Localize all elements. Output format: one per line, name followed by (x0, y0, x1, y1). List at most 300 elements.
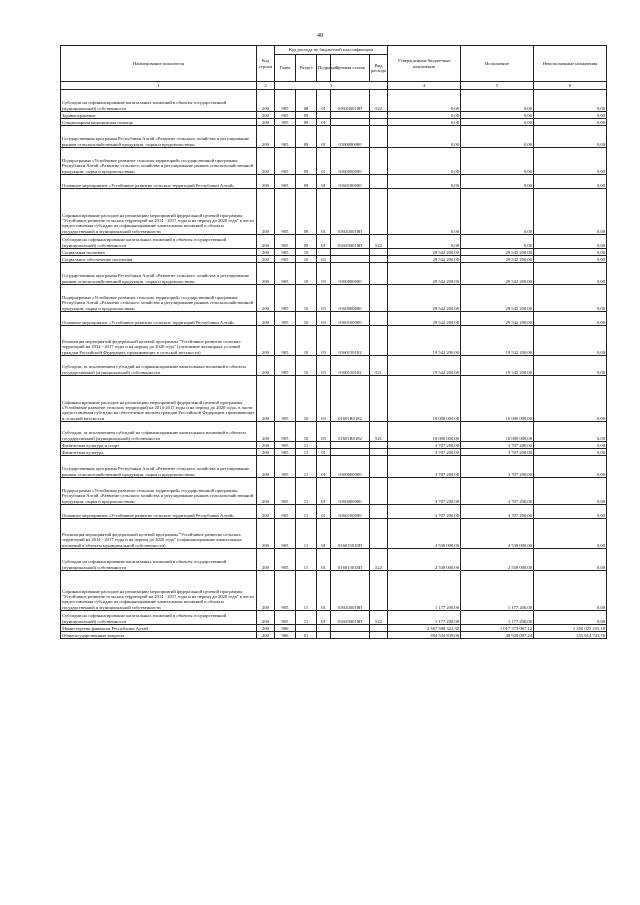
row-chapter: 905 (275, 148, 296, 175)
row-chapter: 905 (275, 126, 296, 148)
row-target (331, 442, 370, 449)
row-approved: 0,00 (388, 235, 461, 249)
row-code: 200 (257, 456, 275, 478)
table-row (61, 256, 607, 263)
column-number: 2 (257, 82, 275, 90)
table-row (61, 235, 607, 249)
row-expense-type (370, 189, 388, 235)
row-section: 10 (296, 312, 317, 326)
row-unexecuted: 0,00 (534, 256, 607, 263)
table-row (61, 189, 607, 235)
row-expense-type (370, 478, 388, 505)
row-approved: 3 707 200,00 (388, 478, 461, 505)
header-target: Целевая статья (331, 55, 370, 82)
row-name: Субсидии, за исключением субсидий на софинансирование капитальных вложений в объекты государственной (муниципальной) собственности (61, 356, 257, 376)
row-expense-type (370, 449, 388, 456)
row-unexecuted: 0,00 (534, 235, 607, 249)
row-code: 200 (257, 312, 275, 326)
row-section: 09 (296, 112, 317, 119)
row-section: 09 (296, 119, 317, 126)
row-code: 200 (257, 148, 275, 175)
table-row (61, 175, 607, 189)
header-budget-classification: Код расхода по бюджетной классификации (275, 46, 388, 55)
row-subsection: 01 (317, 189, 331, 235)
row-unexecuted: 0,00 (534, 549, 607, 571)
row-name: Основное мероприятие «Устойчивое развитие сельских территорий Республики Алтай» (61, 505, 257, 519)
row-name: Министерство финансов Республики Алтай (61, 625, 257, 632)
row-chapter: 905 (275, 90, 296, 112)
row-chapter: 905 (275, 189, 296, 235)
row-chapter: 905 (275, 256, 296, 263)
row-unexecuted: 355 614 741,76 (534, 632, 607, 639)
row-subsection (317, 442, 331, 449)
row-section: 10 (296, 422, 317, 442)
row-target: 0160100000 (331, 312, 370, 326)
row-chapter: 906 (275, 632, 296, 639)
table-row (61, 571, 607, 611)
row-subsection: 01 (317, 611, 331, 625)
row-name: Основное мероприятие «Устойчивое развитие сельских территорий Республики Алтай» (61, 312, 257, 326)
row-approved: 29 542 200,00 (388, 256, 461, 263)
row-execution: 10 000 000,00 (461, 422, 534, 442)
row-chapter: 905 (275, 611, 296, 625)
row-section: 11 (296, 519, 317, 549)
row-execution: 29 542 200,00 (461, 256, 534, 263)
row-expense-type (370, 376, 388, 422)
row-subsection: 01 (317, 571, 331, 611)
row-chapter: 905 (275, 442, 296, 449)
row-target: 0100000000 (331, 456, 370, 478)
table-row (61, 505, 607, 519)
row-approved: 29 542 200,00 (388, 249, 461, 256)
row-name: Общегосударственные вопросы (61, 632, 257, 639)
row-unexecuted: 0,00 (534, 189, 607, 235)
row-name: Социальное обеспечение населения (61, 256, 257, 263)
row-expense-type (370, 442, 388, 449)
row-subsection: 01 (317, 126, 331, 148)
table-row (61, 285, 607, 312)
row-name: Государственная программа Республики Алтай «Развитие сельского хозяйства и регулирование рынков сельскохозяйственной продукции, сырья и продовольствия» (61, 263, 257, 285)
row-approved: 2 530 000,00 (388, 549, 461, 571)
row-code: 200 (257, 175, 275, 189)
row-approved: 2 367 598 322,30 (388, 625, 461, 632)
row-expense-type (370, 119, 388, 126)
row-name: Субсидии на софинансирование капитальных вложений в объекты государственной (муниципальной) собственности (61, 611, 257, 625)
row-subsection: 03 (317, 422, 331, 442)
row-target: 01601R018П (331, 189, 370, 235)
row-approved: 19 542 200,00 (388, 356, 461, 376)
row-section: 10 (296, 376, 317, 422)
row-section: 09 (296, 235, 317, 249)
row-approved: 1 177 200,00 (388, 571, 461, 611)
row-subsection: 01 (317, 175, 331, 189)
row-unexecuted: 0,00 (534, 505, 607, 519)
row-name: Софинансирование расходов на реализацию мероприятий федеральной целевой программы "Устойчивое развитие сельских территорий на 2014 - 2017 годы и на период до 2020 года" в части предоставления субсидии на софинансирование капитальных вложений в объекты государственной и муниципальной собственности (61, 571, 257, 611)
row-expense-type: 522 (370, 611, 388, 625)
row-target: 01601R0182 (331, 376, 370, 422)
row-subsection: 01 (317, 148, 331, 175)
row-target: 0160150182 (331, 356, 370, 376)
row-approved: 2 530 000,00 (388, 519, 461, 549)
row-section: 08 (296, 90, 317, 112)
row-code: 200 (257, 625, 275, 632)
row-unexecuted: 0,00 (534, 112, 607, 119)
row-target: 01601R018П (331, 611, 370, 625)
row-unexecuted: 0,00 (534, 175, 607, 189)
row-execution: 3 707 200,00 (461, 449, 534, 456)
row-unexecuted: 0,00 (534, 126, 607, 148)
header-unexecuted: Неисполненные назначения (534, 46, 607, 82)
row-name: Социальная политика (61, 249, 257, 256)
row-subsection: 03 (317, 256, 331, 263)
row-subsection: 01 (317, 478, 331, 505)
header-subsection: Подраздел (317, 55, 331, 82)
row-section (296, 625, 317, 632)
row-section: 09 (296, 148, 317, 175)
row-target: 016015018П (331, 519, 370, 549)
row-execution: 3 707 200,00 (461, 505, 534, 519)
row-code: 200 (257, 126, 275, 148)
row-expense-type (370, 312, 388, 326)
row-code: 200 (257, 249, 275, 256)
table-row (61, 478, 607, 505)
row-name: Реализация мероприятий федеральной целевой программы "Устойчивое развитие сельских территорий на 2014 - 2017 годы и на период до 2020 года" (софинансирование капитальных вложений в объекты муниципальной собственности) (61, 519, 257, 549)
table-row (61, 148, 607, 175)
row-subsection (317, 625, 331, 632)
row-expense-type: 522 (370, 90, 388, 112)
row-target (331, 625, 370, 632)
header-section: Раздел (296, 55, 317, 82)
row-execution: 29 542 200,00 (461, 249, 534, 256)
row-expense-type (370, 249, 388, 256)
table-row (61, 632, 607, 639)
row-name: Государственная программа Республики Алтай «Развитие сельского хозяйства и регулирование рынков сельскохозяйственной продукции, сырья и продовольствия» (61, 126, 257, 148)
table-body (61, 90, 607, 639)
row-expense-type (370, 126, 388, 148)
row-execution: 0,00 (461, 175, 534, 189)
row-approved: 19 542 200,00 (388, 326, 461, 356)
row-chapter: 905 (275, 505, 296, 519)
row-code: 200 (257, 549, 275, 571)
row-subsection (317, 112, 331, 119)
row-subsection: 01 (317, 519, 331, 549)
row-code: 200 (257, 90, 275, 112)
row-unexecuted: 0,00 (534, 326, 607, 356)
row-unexecuted: 0,00 (534, 249, 607, 256)
row-chapter: 905 (275, 571, 296, 611)
row-name: Субсидии на софинансирование капитальных вложений в объекты государственной (муниципальной) собственности (61, 90, 257, 112)
row-approved: 0,00 (388, 90, 461, 112)
row-subsection: 03 (317, 263, 331, 285)
table-row (61, 442, 607, 449)
row-unexecuted: 0,00 (534, 442, 607, 449)
row-expense-type (370, 505, 388, 519)
row-section: 11 (296, 478, 317, 505)
row-name: Государственная программа Республики Алтай «Развитие сельского хозяйства и регулирование рынков сельскохозяйственной продукции, сырья и продовольствия» (61, 456, 257, 478)
row-expense-type (370, 112, 388, 119)
budget-execution-table (60, 45, 607, 639)
row-execution: 0,00 (461, 90, 534, 112)
row-target: 0160000000 (331, 285, 370, 312)
row-name: Субсидии на софинансирование капитальных вложений в объекты государственной (муниципальной) собственности (61, 549, 257, 571)
row-expense-type: 522 (370, 549, 388, 571)
row-unexecuted: 0,00 (534, 571, 607, 611)
row-approved: 10 000 000,00 (388, 376, 461, 422)
row-expense-type: 521 (370, 422, 388, 442)
row-section: 11 (296, 456, 317, 478)
row-name: Подпрограмма «Устойчивое развитие сельских территорий» государственной программы Республики Алтай «Развитие сельского хозяйства и регулирование рынков сельскохозяйственной продукции, сырья и продовольствия» (61, 285, 257, 312)
row-target: 01601R018П (331, 571, 370, 611)
row-execution: 3 707 200,00 (461, 456, 534, 478)
row-chapter: 905 (275, 285, 296, 312)
column-number: 1 (61, 82, 257, 90)
row-chapter: 905 (275, 119, 296, 126)
table-row (61, 456, 607, 478)
row-section: 10 (296, 356, 317, 376)
row-expense-type (370, 632, 388, 639)
row-code: 200 (257, 442, 275, 449)
row-name: Подпрограмма «Устойчивое развитие сельских территорий» государственной программы Республики Алтай «Развитие сельского хозяйства и регулирование рынков сельскохозяйственной продукции, сырья и продовольствия» (61, 478, 257, 505)
row-name: Физическая культура (61, 449, 257, 456)
row-code: 200 (257, 263, 275, 285)
row-subsection: 03 (317, 285, 331, 312)
row-execution: 29 542 200,00 (461, 285, 534, 312)
row-code: 200 (257, 571, 275, 611)
row-section: 11 (296, 505, 317, 519)
row-code: 200 (257, 376, 275, 422)
row-section: 10 (296, 285, 317, 312)
row-chapter: 905 (275, 112, 296, 119)
table-row (61, 356, 607, 376)
header-code: Код строки (257, 46, 275, 82)
table-row (61, 119, 607, 126)
row-execution: 19 542 200,00 (461, 326, 534, 356)
row-target (331, 256, 370, 263)
row-name: Подпрограмма «Устойчивое развитие сельских территорий» государственной программы Республики Алтай «Развитие сельского хозяйства и регулирование рынков сельскохозяйственной продукции, сырья и продовольствия» (61, 148, 257, 175)
row-approved: 3 707 200,00 (388, 449, 461, 456)
table-row (61, 312, 607, 326)
column-number: 5 (461, 82, 534, 90)
row-execution: 19 542 200,00 (461, 356, 534, 376)
row-expense-type: 522 (370, 235, 388, 249)
row-target: 0160100000 (331, 175, 370, 189)
row-target: 0160000000 (331, 478, 370, 505)
row-unexecuted: 0,00 (534, 611, 607, 625)
row-approved: 29 542 200,00 (388, 312, 461, 326)
row-code: 200 (257, 449, 275, 456)
row-unexecuted: 0,00 (534, 376, 607, 422)
header-execution: Исполнение (461, 46, 534, 82)
row-section: 11 (296, 611, 317, 625)
row-target: 0100000000 (331, 126, 370, 148)
row-section: 10 (296, 263, 317, 285)
row-target: 0100000000 (331, 263, 370, 285)
row-code: 200 (257, 112, 275, 119)
row-approved: 394 534 839,00 (388, 632, 461, 639)
row-expense-type (370, 175, 388, 189)
row-execution: 3 707 200,00 (461, 442, 534, 449)
row-target: 01601R018П (331, 90, 370, 112)
row-name: Основное мероприятие «Устойчивое развитие сельских территорий Республики Алтай» (61, 175, 257, 189)
table-row (61, 449, 607, 456)
header-approved: Утвержденные бюджетные назначения (388, 46, 461, 82)
row-unexecuted: 0,00 (534, 119, 607, 126)
row-execution: 29 542 200,00 (461, 263, 534, 285)
row-subsection: 01 (317, 456, 331, 478)
row-unexecuted: 0,00 (534, 356, 607, 376)
row-approved: 3 707 200,00 (388, 442, 461, 449)
row-section: 10 (296, 256, 317, 263)
table-row (61, 263, 607, 285)
row-chapter: 905 (275, 263, 296, 285)
row-subsection: 01 (317, 90, 331, 112)
table-row (61, 90, 607, 112)
row-subsection: 03 (317, 376, 331, 422)
row-subsection: 03 (317, 312, 331, 326)
row-chapter: 905 (275, 356, 296, 376)
row-section: 10 (296, 249, 317, 256)
row-target (331, 119, 370, 126)
row-name: Стационарная медицинская помощь (61, 119, 257, 126)
row-name: Субсидии на софинансирование капитальных вложений в объекты государственной (муниципальной) собственности (61, 235, 257, 249)
row-execution: 0,00 (461, 148, 534, 175)
row-target: 0160000000 (331, 148, 370, 175)
row-approved: 0,00 (388, 126, 461, 148)
row-chapter: 905 (275, 249, 296, 256)
row-expense-type: 521 (370, 356, 388, 376)
row-execution: 1 017 573 067,12 (461, 625, 534, 632)
row-subsection: 03 (317, 326, 331, 356)
row-expense-type (370, 256, 388, 263)
table-row (61, 519, 607, 549)
row-code: 200 (257, 189, 275, 235)
row-target (331, 112, 370, 119)
header-expense-type: Вид расхода (370, 55, 388, 82)
table-row (61, 376, 607, 422)
column-number: 4 (388, 82, 461, 90)
row-unexecuted: 0,00 (534, 312, 607, 326)
row-name: Софинансирование расходов на реализацию мероприятий федеральной целевой программы «Устойчивое развитие сельских территорий на 2014-2017 годы и на период до 2020 года» в части предоставления субсидии на обеспечение жильем граждан Российской Федерации, проживающих в сельской местности (61, 376, 257, 422)
column-number: 6 (534, 82, 607, 90)
row-approved: 1 177 200,00 (388, 611, 461, 625)
row-name: Субсидии, за исключением субсидий на софинансирование капитальных вложений в объекты государственной (муниципальной) собственности (61, 422, 257, 442)
row-code: 200 (257, 235, 275, 249)
row-unexecuted: 0,00 (534, 519, 607, 549)
row-execution: 3 707 200,00 (461, 478, 534, 505)
row-section: 11 (296, 571, 317, 611)
row-unexecuted: 0,00 (534, 285, 607, 312)
row-section: 11 (296, 449, 317, 456)
row-code: 200 (257, 611, 275, 625)
row-execution: 2 530 000,00 (461, 519, 534, 549)
row-section: 10 (296, 326, 317, 356)
row-chapter: 905 (275, 422, 296, 442)
row-subsection: 01 (317, 549, 331, 571)
table-row (61, 112, 607, 119)
row-code: 200 (257, 285, 275, 312)
row-approved: 29 542 200,00 (388, 285, 461, 312)
row-execution: 0,00 (461, 119, 534, 126)
row-execution: 0,00 (461, 126, 534, 148)
row-code: 200 (257, 326, 275, 356)
row-execution: 0,00 (461, 112, 534, 119)
row-execution: 29 542 200,00 (461, 312, 534, 326)
row-expense-type (370, 148, 388, 175)
row-approved: 3 707 200,00 (388, 505, 461, 519)
row-section: 09 (296, 175, 317, 189)
row-unexecuted: 0,00 (534, 90, 607, 112)
row-unexecuted: 0,00 (534, 456, 607, 478)
row-target (331, 449, 370, 456)
row-unexecuted: 0,00 (534, 449, 607, 456)
row-code: 200 (257, 632, 275, 639)
row-unexecuted: 0,00 (534, 422, 607, 442)
table-row (61, 126, 607, 148)
table-row (61, 625, 607, 632)
row-unexecuted: 1 350 025 255,18 (534, 625, 607, 632)
row-name: Физическая культура и спорт (61, 442, 257, 449)
row-expense-type (370, 326, 388, 356)
table-row (61, 326, 607, 356)
row-chapter: 905 (275, 312, 296, 326)
row-target: 01601R0182 (331, 422, 370, 442)
row-subsection: 01 (317, 505, 331, 519)
row-execution: 0,00 (461, 189, 534, 235)
row-section: 01 (296, 632, 317, 639)
table-row (61, 249, 607, 256)
row-execution: 10 000 000,00 (461, 376, 534, 422)
row-execution: 1 177 200,00 (461, 571, 534, 611)
row-approved: 3 707 200,00 (388, 456, 461, 478)
row-name: Софинансирование расходов на реализацию мероприятий федеральной целевой программы "Устойчивое развитие сельских территорий на 2014 - 2017 годы и на период до 2020 года" в части предоставления субсидии на софинансирование капитальных вложений в объекты государственной и муниципальной собственности (61, 189, 257, 235)
row-chapter: 905 (275, 376, 296, 422)
row-chapter: 905 (275, 549, 296, 571)
column-number: 3 (275, 82, 388, 90)
row-chapter: 905 (275, 175, 296, 189)
row-code: 200 (257, 256, 275, 263)
row-chapter: 905 (275, 235, 296, 249)
row-execution: 2 530 000,00 (461, 549, 534, 571)
row-expense-type (370, 456, 388, 478)
row-target: 016015018П (331, 549, 370, 571)
row-chapter: 906 (275, 625, 296, 632)
row-expense-type (370, 571, 388, 611)
row-target: 0160150182 (331, 326, 370, 356)
row-approved: 0,00 (388, 175, 461, 189)
row-approved: 0,00 (388, 112, 461, 119)
row-section: 11 (296, 442, 317, 449)
row-subsection (317, 632, 331, 639)
row-expense-type (370, 285, 388, 312)
table-row (61, 422, 607, 442)
row-approved: 0,00 (388, 119, 461, 126)
row-target (331, 632, 370, 639)
row-execution: 1 177 200,00 (461, 611, 534, 625)
row-code: 200 (257, 422, 275, 442)
row-section: 09 (296, 189, 317, 235)
row-chapter: 905 (275, 326, 296, 356)
row-section: 09 (296, 126, 317, 148)
row-chapter: 905 (275, 449, 296, 456)
row-code: 200 (257, 519, 275, 549)
row-target: 0160100000 (331, 505, 370, 519)
row-target: 01601R018П (331, 235, 370, 249)
header-chapter: Глава (275, 55, 296, 82)
row-subsection: 01 (317, 449, 331, 456)
page-number: 48 (317, 33, 323, 39)
row-chapter: 905 (275, 456, 296, 478)
row-approved: 10 000 000,00 (388, 422, 461, 442)
